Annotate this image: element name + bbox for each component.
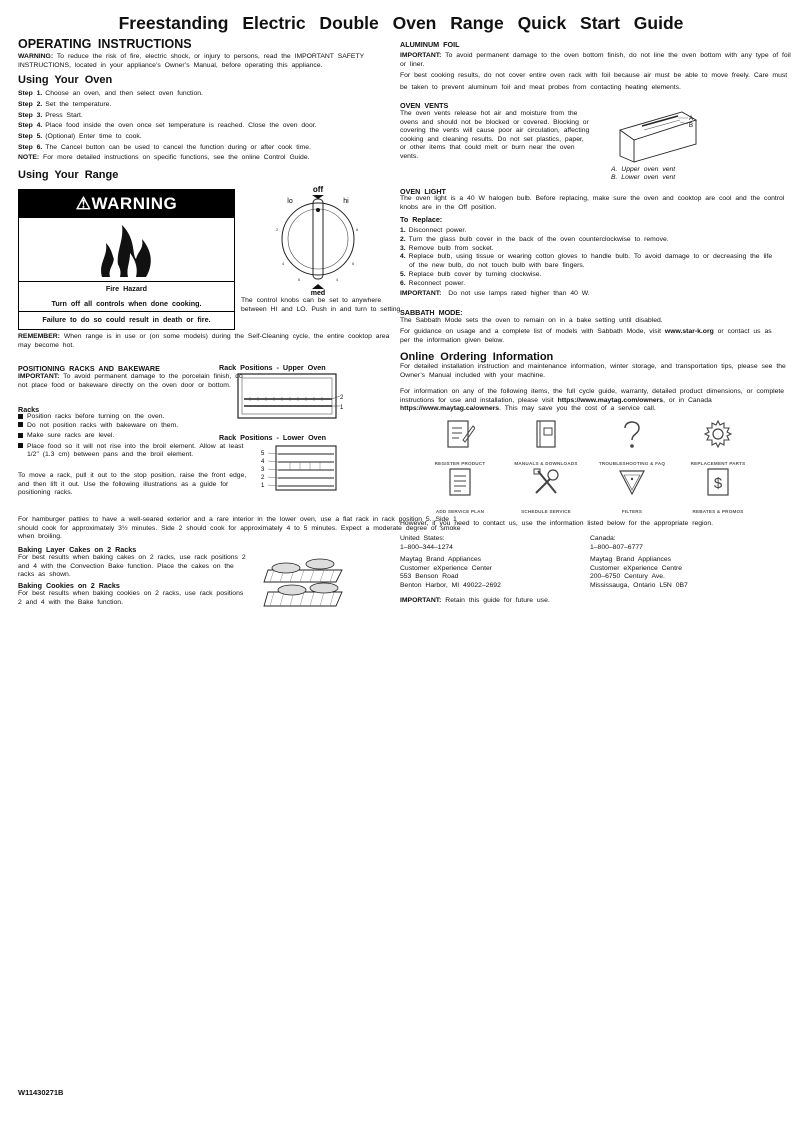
warning-line-1: Turn off all controls when done cooking. (51, 299, 202, 308)
svg-text:4: 4 (282, 261, 285, 266)
ordering-heading: Online Ordering Information (400, 351, 554, 363)
document-code: W11430271B (18, 1088, 64, 1097)
lower-oven-rack-illustration (260, 444, 340, 492)
upper-oven-caption: Rack Positions - Upper Oven (219, 363, 326, 372)
warning-line-2: Failure to do so could result in death or fire. (19, 311, 234, 327)
two-rack-cakes-illustration (262, 552, 348, 610)
bulb-replace-steps (400, 227, 780, 298)
ordering-text-2: For information on any of the following items, the full cycle guide, warranty, detailed product dimensions, or complete instructions for use and installation, please visit https://www.maytag.com/owners, or in Canada https://www.maytag.ca/owners. This may save you the cost of a service call. (400, 388, 785, 413)
troubleshooting-tile[interactable]: TROUBLESHOOTING & FAQ (588, 418, 676, 466)
svg-text:8: 8 (356, 227, 359, 232)
foil-heading: ALUMINUM FOIL (400, 40, 460, 49)
ca-address-4: Mississauga, Ontario L5N 0B7 (590, 581, 688, 589)
us-address-2: Customer eXperience Center (400, 564, 493, 572)
cookies-text: For best results when baking cookies on 2 racks, use rack positions 2 and 4 with the Bake function. (18, 590, 244, 606)
remember-paragraph: REMEMBER: When range is in use or (on some models) during the Self-Cleaning cycle, the entire cooktop area may become hot. (18, 333, 390, 349)
replacement-parts-tile[interactable]: REPLACEMENT PARTS (674, 418, 762, 466)
oven-step-5: Step 5. (Optional) Enter time to cook. (18, 133, 142, 141)
move-rack-text: To move a rack, pull it out to the stop position, raise the front edge, and then lift it out. Use the following illustrations as a guide for positioning racks. (18, 472, 247, 497)
replace-step-6: 6. Reconnect power. (400, 279, 466, 287)
hamburger-text: For hamburger patties to have a well-seared exterior and a rare interior in the lower oven, use a flat rack in rack position 5. Side 1 should cook for approximately 3½ minutes. Side 2 should cook for approximately 4 to 5 minutes. Expect a moderate degree of smoke when broiling. (18, 516, 461, 541)
canada-contact (590, 535, 790, 591)
dollar-tag-icon (703, 466, 733, 498)
foil-text: For best cooking results, do not cover entire oven rack with foil because air must be able to move freely. Care must be taken to prevent aluminum foil and meat probes from contacting heating elements. (400, 72, 788, 91)
knob-med-label: med (310, 290, 326, 295)
knob-caption: The control knobs can be set to anywhere between HI and LO. Push in and turn to setting. (241, 297, 403, 313)
operating-heading: OPERATING INSTRUCTIONS (18, 37, 192, 51)
us-address-3: 553 Benson Road (400, 573, 459, 581)
vents-text: The oven vents release hot air and moisture from the ovens and should not be blocked or covered. Blocking or covering the vents will cause poor air circulation, affecting cooking and cleaning results. Do not set plastics, paper, or other items that could melt or burn near the oven vents. (400, 110, 590, 160)
upper-rack-number-1: 1 (340, 405, 344, 411)
rebates-tile[interactable]: $ REBATES & PROMOS (674, 466, 762, 514)
replace-heading: To Replace: (400, 215, 443, 224)
ordering-text-1: For detailed installation instruction and maintenance information, winter storage, and transportation tips, please see the Owner’s Manual included with your machine. (400, 363, 786, 379)
warning-paragraph (18, 53, 378, 70)
racks-heading: POSITIONING RACKS AND BAKEWARE (18, 364, 160, 373)
svg-text:2: 2 (276, 227, 279, 232)
rack-bullet-4: Place food so it will not rise into the broil element. Allow at least 1/2" (1.3 cm) between pans and the broil element. (18, 443, 253, 460)
lower-rack-number-5: 5 (261, 451, 265, 457)
ca-address-3: 200–6750 Century Ave. (590, 573, 665, 581)
foil-important: IMPORTANT: To avoid permanent damage to the oven bottom finish, do not line the oven bottom with any type of foil or liner. (400, 52, 791, 68)
using-range-heading: Using Your Range (18, 169, 119, 181)
us-address-4: Benton Harbor, MI 49022–2692 (400, 581, 501, 589)
service-plan-icon (445, 466, 475, 498)
maytag-us-link[interactable]: https://www.maytag.com/owners (557, 396, 664, 404)
svg-text:6: 6 (352, 261, 355, 266)
racks-bullets (18, 413, 253, 460)
warning-header: ⚠WARNING (19, 190, 234, 218)
oven-step-1: Step 1. Choose an oven, and then select oven function. (18, 90, 203, 97)
cakes-text: For best results when baking cakes on 2 racks, use rack positions 2 and 4 with the Convection Bake function. Place the cakes on the racks as shown. (18, 554, 246, 579)
replace-step-1: 1. Disconnect power. (400, 227, 467, 234)
svg-text:$: $ (713, 475, 723, 492)
warning-label: WARNING: (18, 53, 54, 60)
cakes-heading: Baking Layer Cakes on 2 Racks (18, 545, 137, 554)
warning-text: To reduce the risk of fire, electric shock, or injury to persons, read the IMPORTANT SAFETY INSTRUCTIONS, located in your appliance’s Owner’s Manual, before operating this appliance. (18, 53, 365, 69)
vents-legend (611, 166, 675, 181)
contact-text: However, if you need to contact us, use the information listed below for the appropriate region. (400, 520, 713, 527)
filters-tile[interactable]: FILTERS (588, 466, 676, 514)
register-product-tile[interactable]: REGISTER PRODUCT (416, 418, 504, 466)
replace-step-4: 4. Replace bulb, using tissue or wearing cotton gloves to handle bulb. To avoid damage to or decreasing the life of the new bulb, do not touch bulb with bare fingers. (400, 253, 773, 270)
oven-vents-illustration (612, 104, 700, 164)
us-contact (400, 535, 580, 591)
fire-hazard-label: Fire Hazard (19, 281, 234, 296)
page-title: Freestanding Electric Double Oven Range Quick Start Guide (118, 13, 684, 33)
ca-phone: 1–800–807–6777 (590, 543, 643, 551)
light-important: IMPORTANT: Do not use lamps rated higher than 40 W. (400, 289, 590, 297)
rack-bullet-3: Make sure racks are level. (18, 432, 253, 441)
light-text: The oven light is a 40 W halogen bulb. Before replacing, make sure the oven and cooktop are cool and the control knobs are in the Off position. (400, 195, 785, 211)
retain-guide: IMPORTANT: Retain this guide for future use. (400, 597, 550, 604)
rack-bullet-1: Position racks before turning on the oven. (18, 413, 253, 422)
ca-address-2: Customer eXperience Centre (590, 564, 683, 572)
oven-step-3: Step 3. Press Start. (18, 111, 83, 119)
knob-lo-label: lo (287, 198, 293, 205)
oven-steps (18, 89, 388, 162)
upper-rack-number-2: 2 (340, 395, 344, 401)
oven-note: NOTE: For more detailed instructions on specific functions, see the online Control Guide. (18, 153, 310, 161)
svg-text:4: 4 (336, 277, 339, 282)
replace-step-3: 3. Remove bulb from socket. (400, 244, 494, 252)
ca-address-1: Maytag Brand Appliances (590, 556, 672, 564)
vents-heading: OVEN VENTS (400, 101, 449, 110)
sabbath-heading: SABBATH MODE: (400, 308, 463, 317)
tools-icon (531, 466, 561, 498)
service-plan-tile[interactable]: ADD SERVICE PLAN (416, 466, 504, 514)
oven-step-4: Step 4. Place food inside the oven once set temperature is reached. Close the oven door. (18, 122, 317, 130)
svg-text:6: 6 (298, 277, 301, 282)
manuals-tile[interactable]: MANUALS & DOWNLOADS (502, 418, 590, 466)
manuals-icon (531, 418, 561, 450)
lower-oven-caption: Rack Positions - Lower Oven (219, 433, 327, 442)
replace-step-2: 2. Turn the glass bulb cover in the back of the oven counterclockwise to remove. (400, 235, 669, 243)
sabbath-guidance: For guidance on usage and a complete list of models with Sabbath Mode, visit www.star-k.org or contact us as per the information given below. (400, 328, 772, 344)
question-icon (617, 418, 647, 450)
us-phone: 1–800–344–1274 (400, 543, 453, 551)
light-heading: OVEN LIGHT (400, 187, 446, 196)
using-oven-heading: Using Your Oven (18, 74, 113, 86)
control-knob-illustration (268, 183, 368, 295)
gear-icon (703, 418, 733, 450)
cookies-heading: Baking Cookies on 2 Racks (18, 581, 120, 590)
us-address-1: Maytag Brand Appliances (400, 556, 482, 564)
knob-hi-label: hi (343, 198, 349, 205)
register-product-icon (445, 418, 475, 450)
lower-rack-number-1: 1 (261, 483, 265, 489)
vent-label-a: A (689, 116, 694, 122)
racks-important: IMPORTANT: To avoid permanent damage to the porcelain finish, do not place food or bakeware directly on the oven door or bottom. (18, 373, 243, 389)
star-k-link[interactable]: www.star-k.org (664, 328, 714, 335)
filter-icon (617, 466, 647, 498)
knob-off-label: off (312, 185, 324, 194)
lower-rack-number-3: 3 (261, 467, 265, 473)
rack-bullet-2: Do not position racks with bakeware on them. (18, 422, 253, 431)
maytag-ca-link[interactable]: https://www.maytag.ca/owners (400, 405, 500, 413)
vent-legend-b: B. Lower oven vent (611, 173, 676, 181)
vent-label-b: B (689, 123, 694, 129)
oven-step-2: Step 2. Set the temperature. (18, 100, 112, 108)
ca-label: Canada: (590, 535, 616, 542)
vent-legend-a: A. Upper oven vent (611, 166, 676, 173)
schedule-service-tile[interactable]: SCHEDULE SERVICE (502, 466, 590, 514)
warning-box (18, 189, 235, 330)
sabbath-text: The Sabbath Mode sets the oven to remain on in a bake setting until disabled. (400, 317, 663, 324)
us-label: United States: (400, 535, 445, 542)
replace-step-5: 5. Replace bulb cover by turning clockwise. (400, 270, 542, 278)
fire-icon (19, 218, 234, 281)
warning-triangle-icon: ⚠ (75, 194, 92, 213)
oven-step-6: Step 6. The Cancel button can be used to cancel the function during or after cook time. (18, 143, 311, 151)
lower-rack-number-2: 2 (261, 475, 265, 481)
lower-rack-number-4: 4 (261, 459, 265, 465)
racks-subheading: Racks (18, 405, 40, 414)
